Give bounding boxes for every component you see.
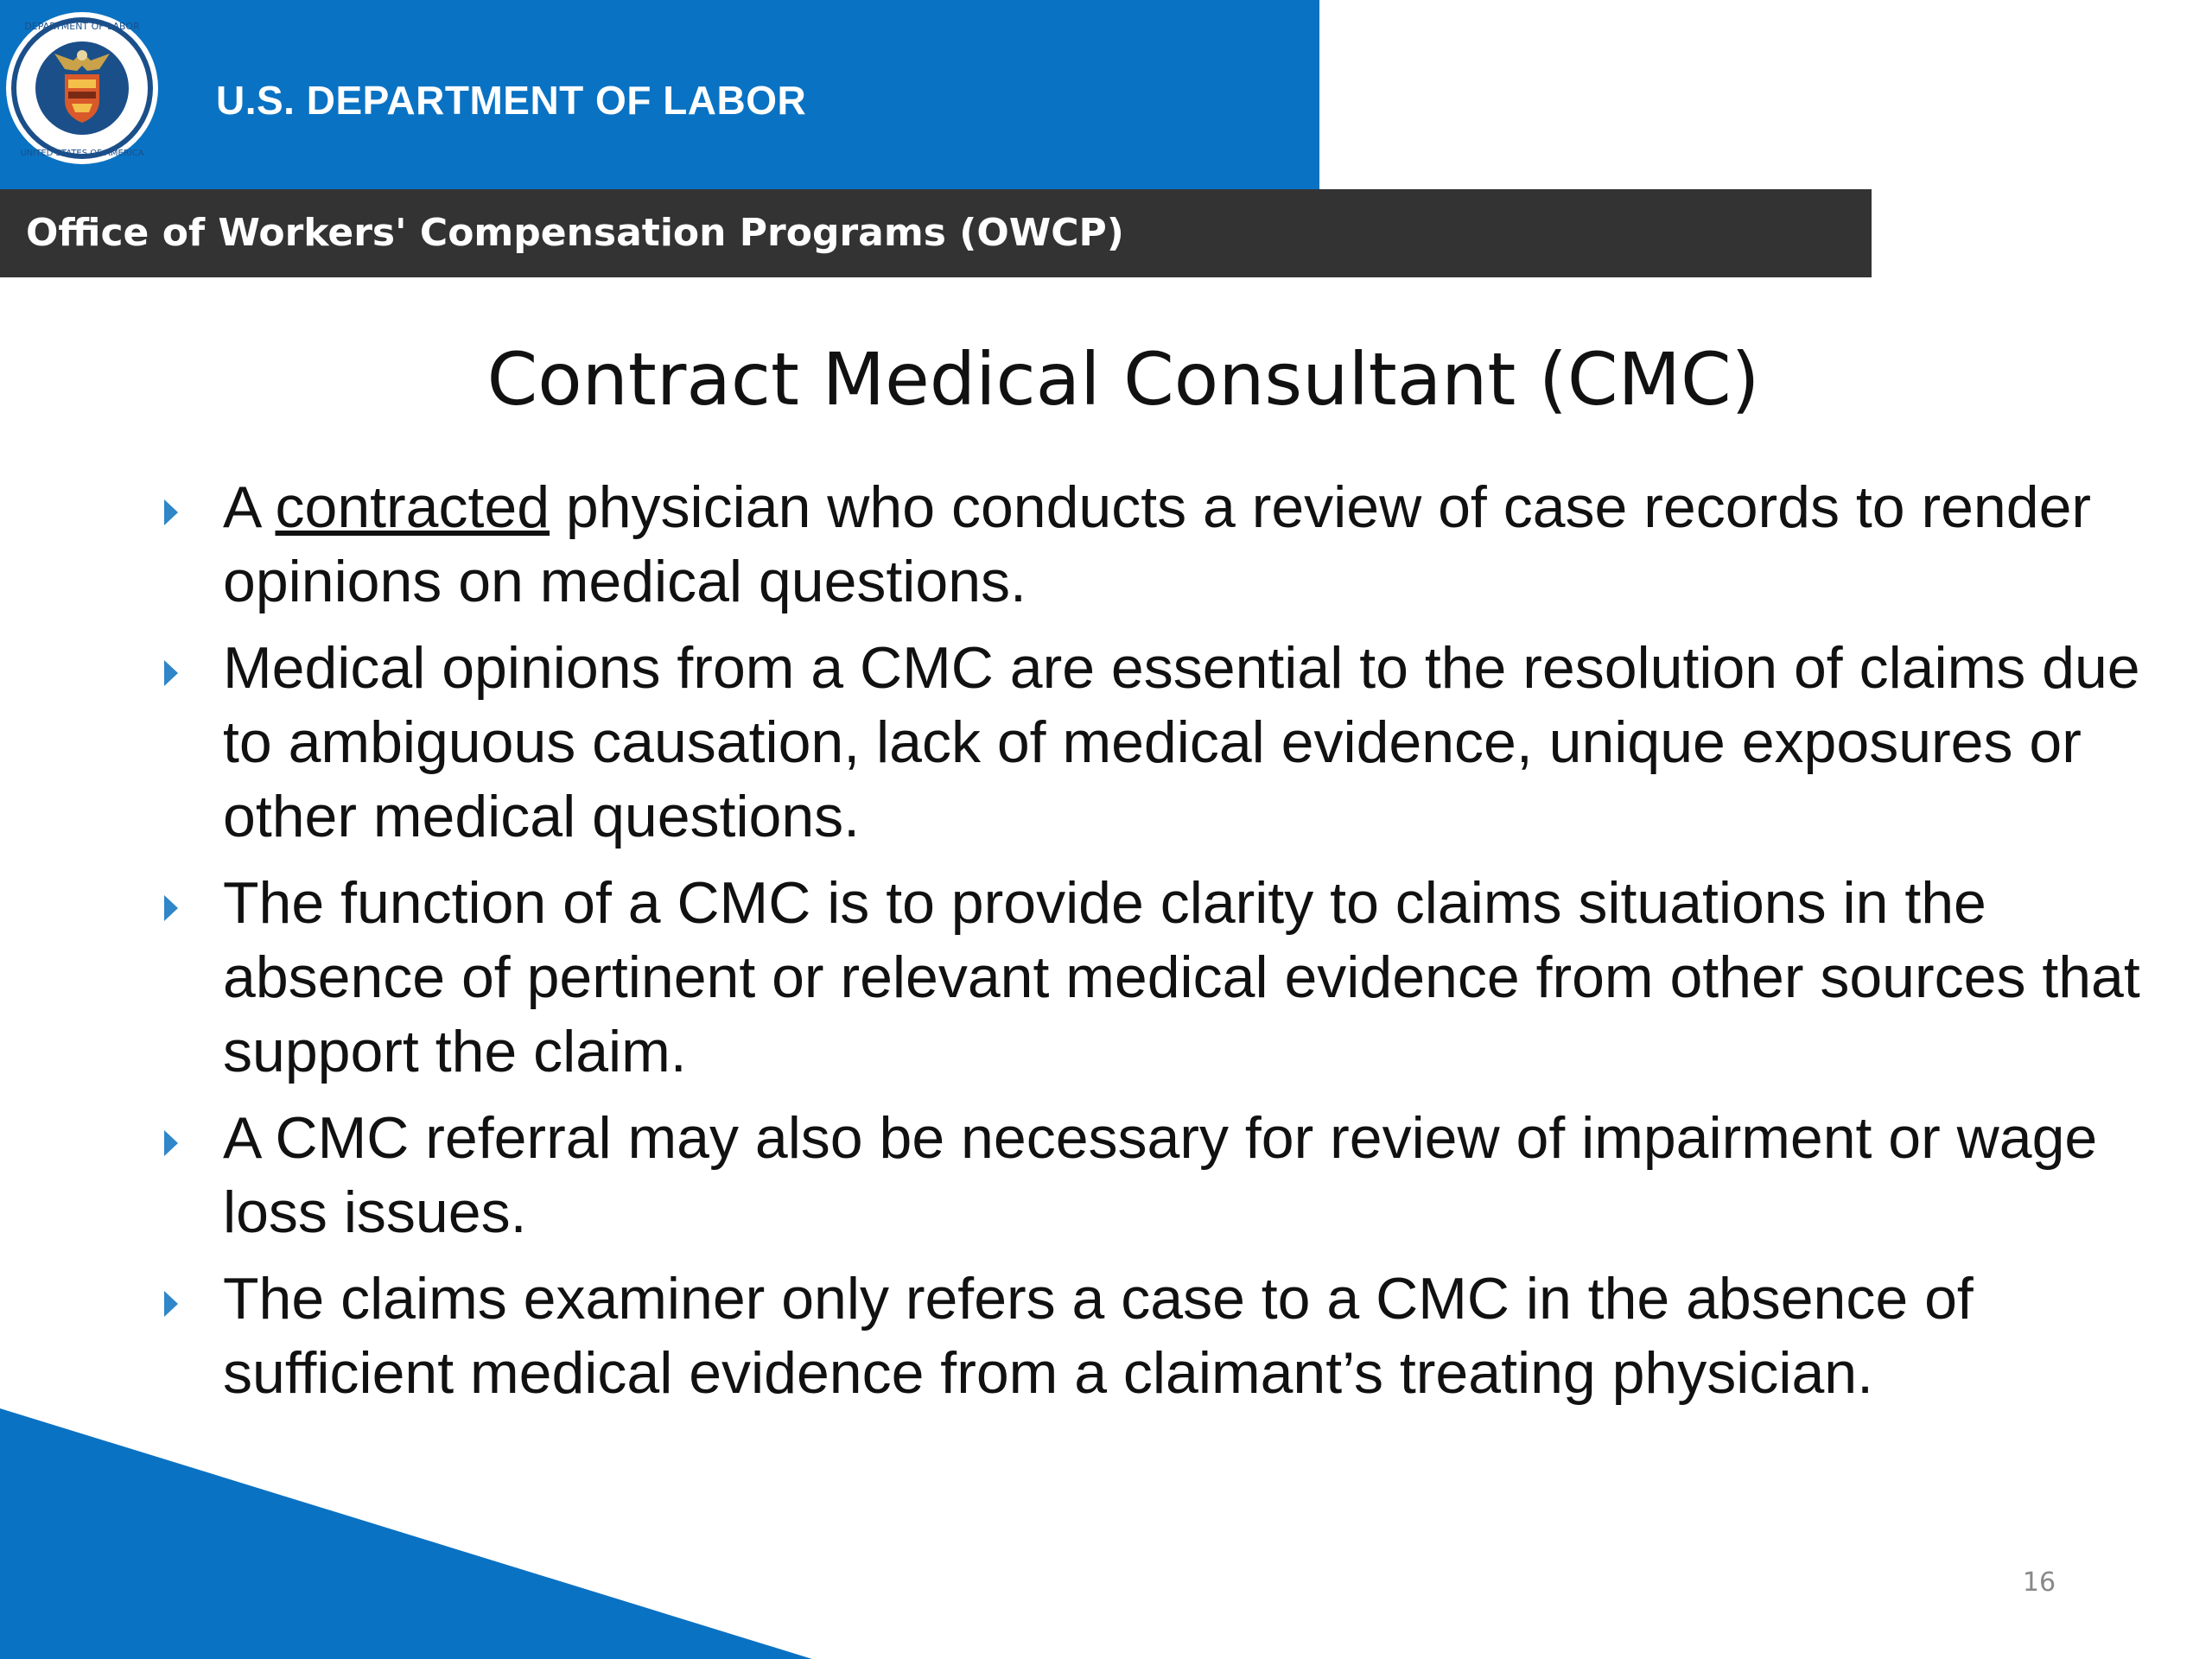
header-banner <box>0 0 1319 189</box>
bullet-item <box>223 470 2167 619</box>
svg-text:UNITED STATES OF AMERICA: UNITED STATES OF AMERICA <box>20 149 144 158</box>
department-name: U.S. DEPARTMENT OF LABOR <box>216 78 807 123</box>
dol-seal-icon <box>4 10 160 166</box>
triangle-right-icon <box>164 499 178 525</box>
bullet-item <box>223 1262 2167 1410</box>
bullet-text-prefix: A <box>223 474 276 540</box>
bullet-text: Medical opinions from a CMC are essential to the resolution of claims due to ambiguous causation, lack of medical evidence, unique exposures or other medical questions. <box>223 635 2140 849</box>
triangle-right-icon <box>164 1291 178 1317</box>
bullet-text: The claims examiner only refers a case to a CMC in the absence of sufficient medical evidence from a claimant’s treating physician. <box>223 1266 1974 1406</box>
corner-decoration <box>0 1408 812 1659</box>
bullet-text-underlined: contracted <box>275 474 550 540</box>
bullet-item <box>223 631 2167 854</box>
triangle-right-icon <box>164 660 178 686</box>
page-number: 16 <box>2022 1567 2056 1598</box>
bullet-text: A CMC referral may also be necessary for review of impairment or wage loss issues. <box>223 1105 2098 1245</box>
triangle-right-icon <box>164 1130 178 1156</box>
bullet-item <box>223 866 2167 1089</box>
bullet-item <box>223 1101 2167 1249</box>
office-name: Office of Workers' Compensation Programs (OWCP) <box>26 211 1124 255</box>
office-bar <box>0 189 1872 277</box>
bullet-text: The function of a CMC is to provide clarity to claims situations in the absence of pertinent or relevant medical evidence from other sources that support the claim. <box>223 870 2140 1084</box>
slide-title: Contract Medical Consultant (CMC) <box>486 337 1760 422</box>
svg-text:DEPARTMENT OF LABOR: DEPARTMENT OF LABOR <box>24 21 140 32</box>
triangle-right-icon <box>164 895 178 921</box>
bullet-text-suffix: physician who conducts a review of case records to render opinions on medical questions. <box>223 474 2092 614</box>
